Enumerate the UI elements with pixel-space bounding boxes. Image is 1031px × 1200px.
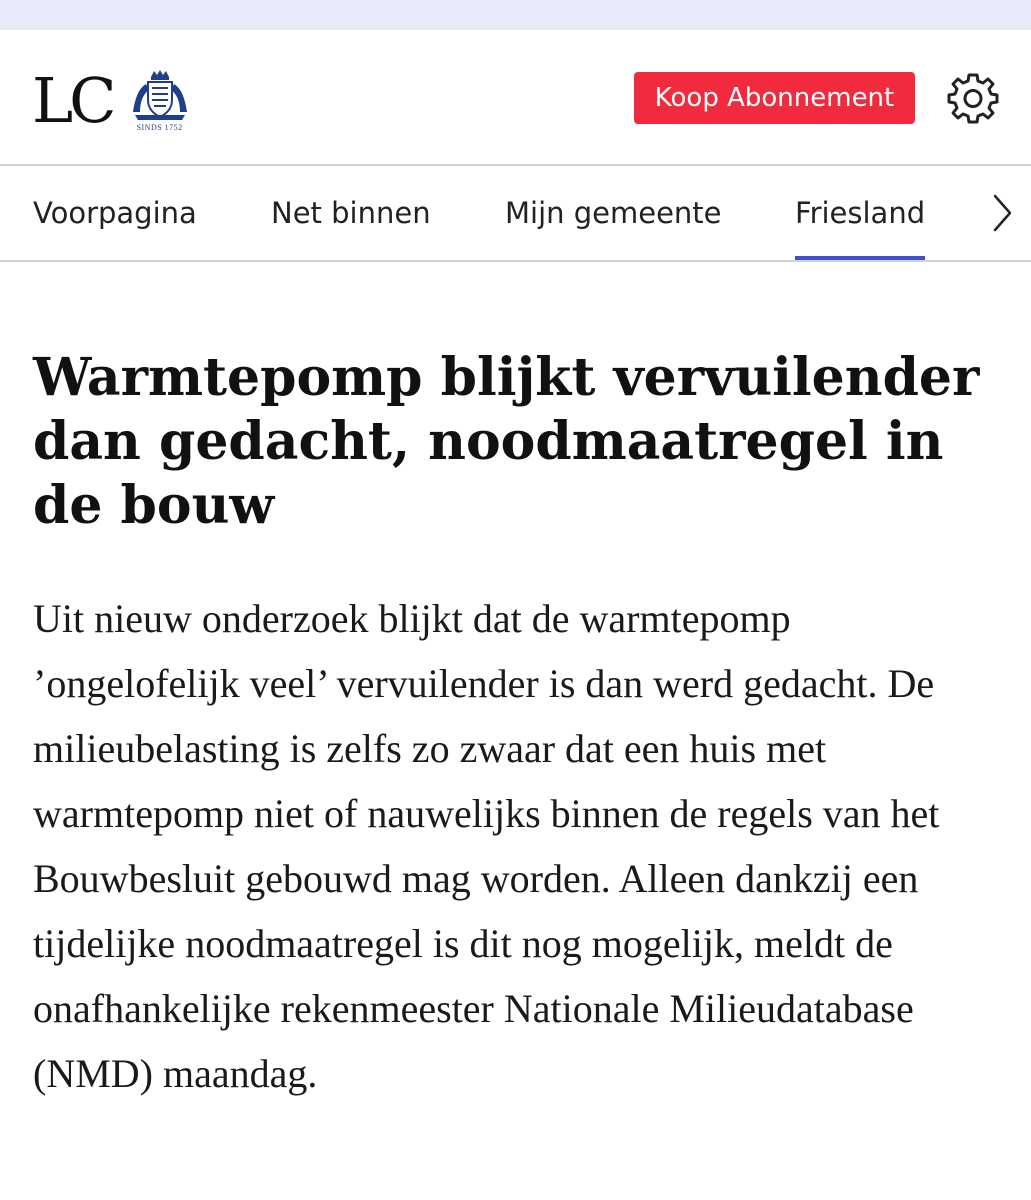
chevron-right-icon xyxy=(990,193,1014,233)
article-lead: Uit nieuw onderzoek blijkt dat de warmtepomp ’ongelofelijk veel’ vervuilender is dan werd gedacht. De milieubelasting is zelfs zo zwaar dat een huis met warmtepomp niet of nauwelijks binnen de regels van het Bouwbesluit gebouwd mag worden. Alleen dankzij een tijdelijke noodmaatregel is dit nog mogelijk, meldt de onafhankelijke rekenmeester Nationale Milieudatabase (NMD) maandag. xyxy=(33,596,940,1096)
nav-next-button[interactable] xyxy=(980,186,1024,240)
nav-item-net-binnen[interactable]: Net binnen xyxy=(271,196,431,230)
site-header xyxy=(0,30,1031,164)
site-logo[interactable] xyxy=(32,66,193,136)
section-nav xyxy=(0,166,1031,260)
gear-icon xyxy=(946,71,1000,125)
crest-text: SINDS 1752 xyxy=(136,123,183,132)
subscribe-button[interactable]: Koop Abonnement xyxy=(634,72,915,124)
nav-item-mijn-gemeente[interactable]: Mijn gemeente xyxy=(505,196,722,230)
status-strip xyxy=(0,0,1031,30)
crest-icon xyxy=(127,68,193,134)
logo-text: LC xyxy=(32,64,113,137)
article-headline: Warmtepomp blijkt vervuilender dan gedacht, noodmaatregel in de bouw xyxy=(33,347,980,536)
nav-item-friesland[interactable]: Friesland xyxy=(795,166,925,260)
settings-button[interactable] xyxy=(944,69,1002,127)
nav-divider xyxy=(0,260,1031,262)
nav-item-voorpagina[interactable]: Voorpagina xyxy=(33,196,197,230)
